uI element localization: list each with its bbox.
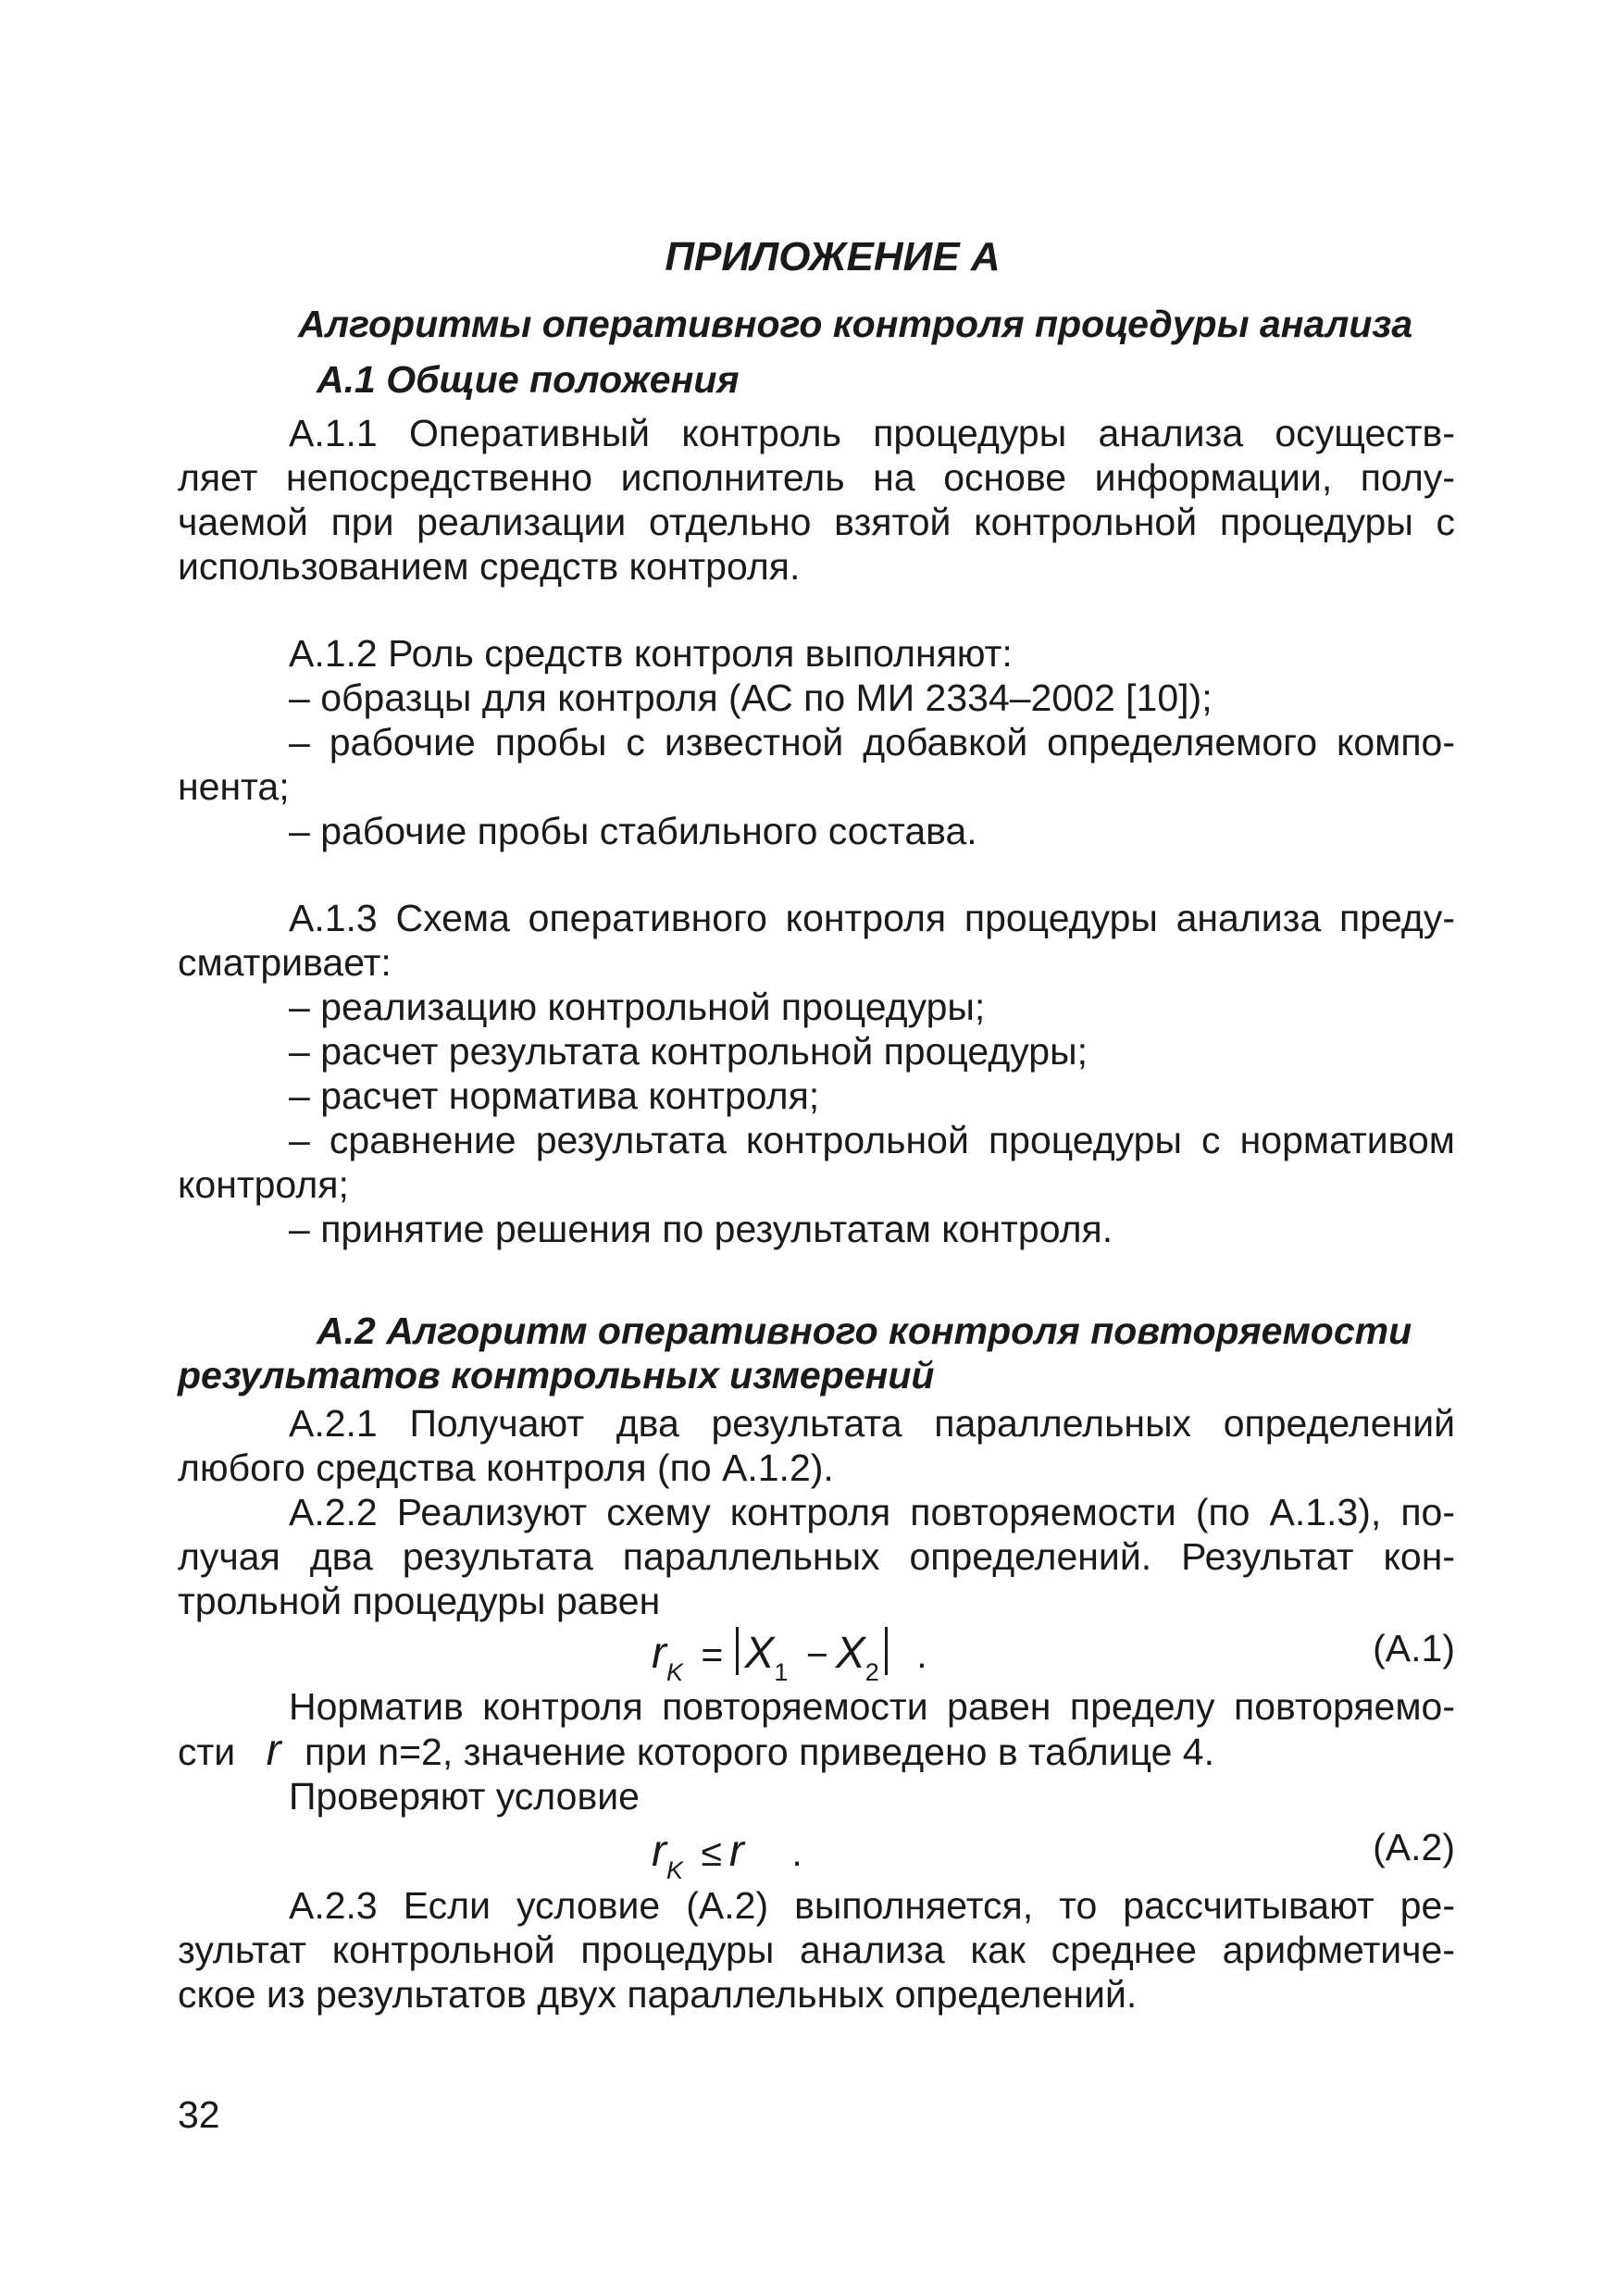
paragraph-line: любого средства контроля (по А.1.2). — [178, 1446, 834, 1489]
paragraph-line: А.1.1 Оперативный контроль процедуры анализа осуществ- — [289, 412, 1455, 454]
paragraph-line: трольной процедуры равен — [178, 1580, 661, 1622]
formula-number: (А.1) — [1373, 1627, 1455, 1669]
paragraph-line: лучая два результата параллельных определений. Результат кон- — [178, 1535, 1455, 1578]
formula-number: (А.2) — [1373, 1826, 1455, 1868]
list-item: – рабочие пробы стабильного состава. — [289, 810, 977, 852]
formula-a2 — [178, 1826, 1455, 1884]
text-fragment: сти — [178, 1731, 236, 1773]
formula-dot: . — [791, 1831, 802, 1874]
list-item: – расчет норматива контроля; — [289, 1074, 820, 1117]
paragraph-line: чаемой при реализации отдельно взятой контрольной процедуры с — [178, 501, 1455, 543]
formula-dot: . — [916, 1633, 927, 1676]
list-item: – образцы для контроля (АС по МИ 2334–2002 [10]); — [289, 676, 1213, 719]
formula-var: r — [266, 1726, 281, 1775]
paragraph-line: Проверяют условие — [289, 1775, 640, 1818]
page-number: 32 — [178, 2093, 220, 2136]
text-fragment: при n=2, значение которого приведено в таблице 4. — [304, 1731, 1214, 1773]
formula-a1 — [178, 1627, 1455, 1686]
section-a2-heading-cont: результатов контрольных измерений — [178, 1354, 935, 1396]
formula-operator: ≤ — [701, 1831, 722, 1874]
formula-var: r — [652, 1629, 666, 1678]
paragraph-line: А.1.3 Схема оперативного контроля процедуры анализа преду- — [289, 897, 1455, 939]
paragraph-line: ское из результатов двух параллельных определений. — [178, 1973, 1138, 2016]
list-item: – принятие решения по результатам контроля. — [289, 1208, 1113, 1250]
paragraph-line: сматривает: — [178, 941, 392, 984]
document-page — [178, 231, 1455, 2017]
formula-var: X — [835, 1629, 865, 1678]
abs-bar-left — [736, 1627, 739, 1675]
paragraph-line: использованием средств контроля. — [178, 545, 801, 588]
formula-var: r — [728, 1827, 744, 1876]
abs-bar-right — [885, 1627, 888, 1675]
formula-subscript: K — [665, 1856, 683, 1884]
formula-operator: − — [805, 1633, 828, 1676]
paragraph-line: Норматив контроля повторяемости равен пределу повторяемо- — [289, 1685, 1455, 1728]
paragraph-line: зультат контрольной процедуры анализа как среднее арифметиче- — [178, 1929, 1455, 1971]
list-item-continuation: нента; — [178, 765, 290, 808]
list-item: – расчет результата контрольной процедуры; — [289, 1030, 1088, 1073]
formula-subscript: 2 — [864, 1658, 879, 1686]
formula-operator: = — [701, 1633, 724, 1676]
appendix-subtitle: Алгоритмы оперативного контроля процедуры анализа — [298, 303, 1413, 345]
paragraph-line: А.2.3 Если условие (А.2) выполняется, то рассчитывают ре- — [289, 1884, 1455, 1927]
list-item-continuation: контроля; — [178, 1163, 349, 1206]
list-item: – рабочие пробы с известной добавкой определяемого компо- — [289, 721, 1455, 763]
paragraph-line: ляет непосредственно исполнитель на основе информации, полу- — [178, 456, 1455, 499]
appendix-title: ПРИЛОЖЕНИЕ А — [665, 234, 1001, 279]
formula-subscript: K — [665, 1658, 683, 1686]
paragraph-line: А.1.2 Роль средств контроля выполняют: — [289, 632, 1013, 675]
paragraph-line: А.2.2 Реализуют схему контроля повторяемости (по А.1.3), по- — [289, 1491, 1455, 1533]
formula-subscript: 1 — [774, 1658, 789, 1686]
section-a1-heading: А.1 Общие положения — [317, 358, 740, 401]
list-item: – реализацию контрольной процедуры; — [289, 986, 986, 1028]
formula-var: r — [652, 1827, 666, 1876]
paragraph-line: А.2.1 Получают два результата параллельных определений — [289, 1402, 1455, 1445]
formula-var: X — [744, 1629, 775, 1678]
list-item: – сравнение результата контрольной процедуры с нормативом — [289, 1119, 1455, 1161]
paragraph-line — [178, 1726, 1455, 1775]
section-a2-heading: А.2 Алгоритм оперативного контроля повторяемости — [317, 1309, 1412, 1352]
